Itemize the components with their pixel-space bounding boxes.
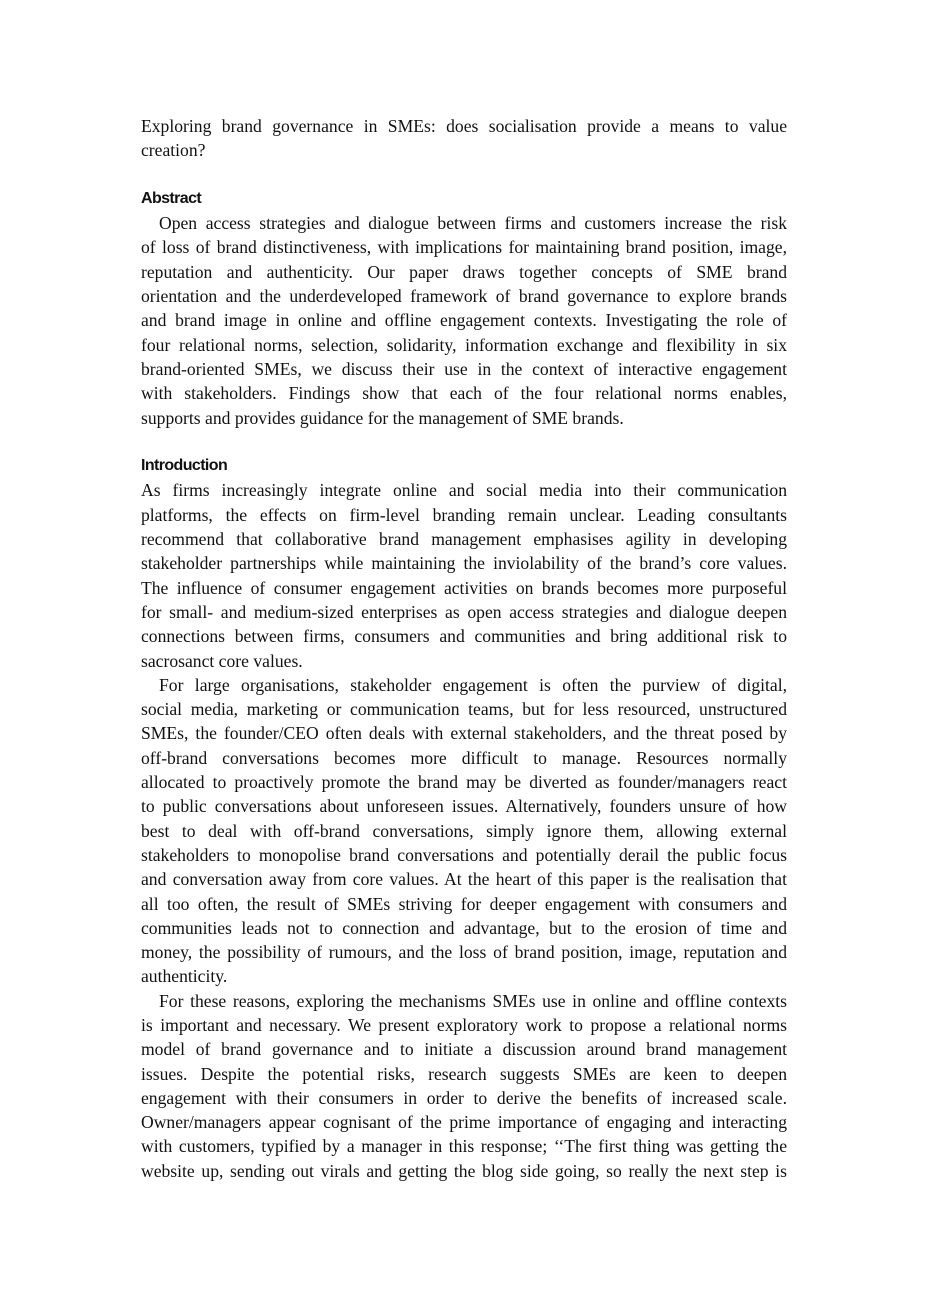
introduction-paragraph-3 bbox=[141, 989, 787, 1183]
text-line: connections between firms, consumers and communities and bring additional risk to bbox=[141, 626, 787, 647]
introduction-paragraph-2 bbox=[141, 673, 787, 989]
text-line: For these reasons, exploring the mechanisms SMEs use in online and offline contexts bbox=[159, 990, 787, 1011]
text-line: The influence of consumer engagement activities on brands becomes more purposeful bbox=[141, 577, 787, 598]
title-line: Exploring brand governance in SMEs: does socialisation provide a means to value bbox=[141, 116, 787, 136]
text-line: allocated to proactively promote the brand may be diverted as founder/managers react bbox=[141, 772, 787, 793]
introduction-paragraph-1 bbox=[141, 478, 787, 672]
text-line: communities leads not to connection and advantage, but to the erosion of time and bbox=[141, 917, 787, 938]
text-line: and conversation away from core values. At the heart of this paper is the realisation that bbox=[141, 869, 787, 890]
text-line: and brand image in online and offline engagement contexts. Investigating the role of bbox=[141, 310, 787, 331]
text-line: with customers, typified by a manager in this response; ‘‘The first thing was getting the bbox=[141, 1136, 787, 1157]
text-line: best to deal with off-brand conversations, simply ignore them, allowing external bbox=[141, 820, 787, 841]
abstract-heading: Abstract bbox=[141, 189, 202, 207]
text-line: orientation and the underdeveloped framework of brand governance to explore brands bbox=[141, 286, 787, 307]
document-page bbox=[141, 114, 787, 1183]
text-line: supports and provides guidance for the management of SME brands. bbox=[141, 407, 624, 428]
text-line: of loss of brand distinctiveness, with implications for maintaining brand position, image, bbox=[141, 237, 787, 258]
text-line: Owner/managers appear cognisant of the prime importance of engaging and interacting bbox=[141, 1112, 787, 1133]
text-line: stakeholders to monopolise brand conversations and potentially derail the public focus bbox=[141, 844, 787, 865]
abstract-paragraph bbox=[141, 211, 787, 430]
text-line: platforms, the effects on firm-level branding remain unclear. Leading consultants bbox=[141, 504, 787, 525]
text-line: brand-oriented SMEs, we discuss their use in the context of interactive engagement bbox=[141, 358, 787, 379]
text-line: website up, sending out virals and getting the blog side going, so really the next step is bbox=[141, 1160, 787, 1181]
text-line: is important and necessary. We present exploratory work to propose a relational norms bbox=[141, 1014, 787, 1035]
text-line: stakeholder partnerships while maintaining the inviolability of the brand’s core values. bbox=[141, 553, 787, 574]
text-line: to public conversations about unforeseen issues. Alternatively, founders unsure of how bbox=[141, 796, 787, 817]
text-line: model of brand governance and to initiate a discussion around brand management bbox=[141, 1039, 787, 1060]
text-line: reputation and authenticity. Our paper draws together concepts of SME brand bbox=[141, 261, 787, 282]
text-line: engagement with their consumers in order to derive the benefits of increased scale. bbox=[141, 1087, 787, 1108]
text-line: social media, marketing or communication teams, but for less resourced, unstructured bbox=[141, 699, 787, 720]
text-line: money, the possibility of rumours, and the loss of brand position, image, reputation and bbox=[141, 942, 787, 963]
text-line: authenticity. bbox=[141, 966, 228, 987]
text-line: For large organisations, stakeholder engagement is often the purview of digital, bbox=[159, 674, 787, 695]
text-line: As firms increasingly integrate online and social media into their communication bbox=[141, 480, 787, 501]
text-line: with stakeholders. Findings show that each of the four relational norms enables, bbox=[141, 383, 787, 404]
paper-title bbox=[141, 114, 787, 163]
title-line: creation? bbox=[141, 140, 206, 161]
introduction-heading: Introduction bbox=[141, 457, 228, 475]
text-line: recommend that collaborative brand management emphasises agility in developing bbox=[141, 529, 787, 550]
text-line: SMEs, the founder/CEO often deals with external stakeholders, and the threat posed by bbox=[141, 723, 787, 744]
text-line: issues. Despite the potential risks, research suggests SMEs are keen to deepen bbox=[141, 1063, 787, 1084]
text-line: four relational norms, selection, solidarity, information exchange and flexibility in six bbox=[141, 334, 787, 355]
text-line: all too often, the result of SMEs striving for deeper engagement with consumers and bbox=[141, 893, 787, 914]
text-line: Open access strategies and dialogue between firms and customers increase the risk bbox=[159, 213, 787, 234]
text-line: for small- and medium-sized enterprises as open access strategies and dialogue deepen bbox=[141, 601, 787, 622]
text-line: sacrosanct core values. bbox=[141, 650, 303, 671]
text-line: off-brand conversations becomes more difficult to manage. Resources normally bbox=[141, 747, 787, 768]
